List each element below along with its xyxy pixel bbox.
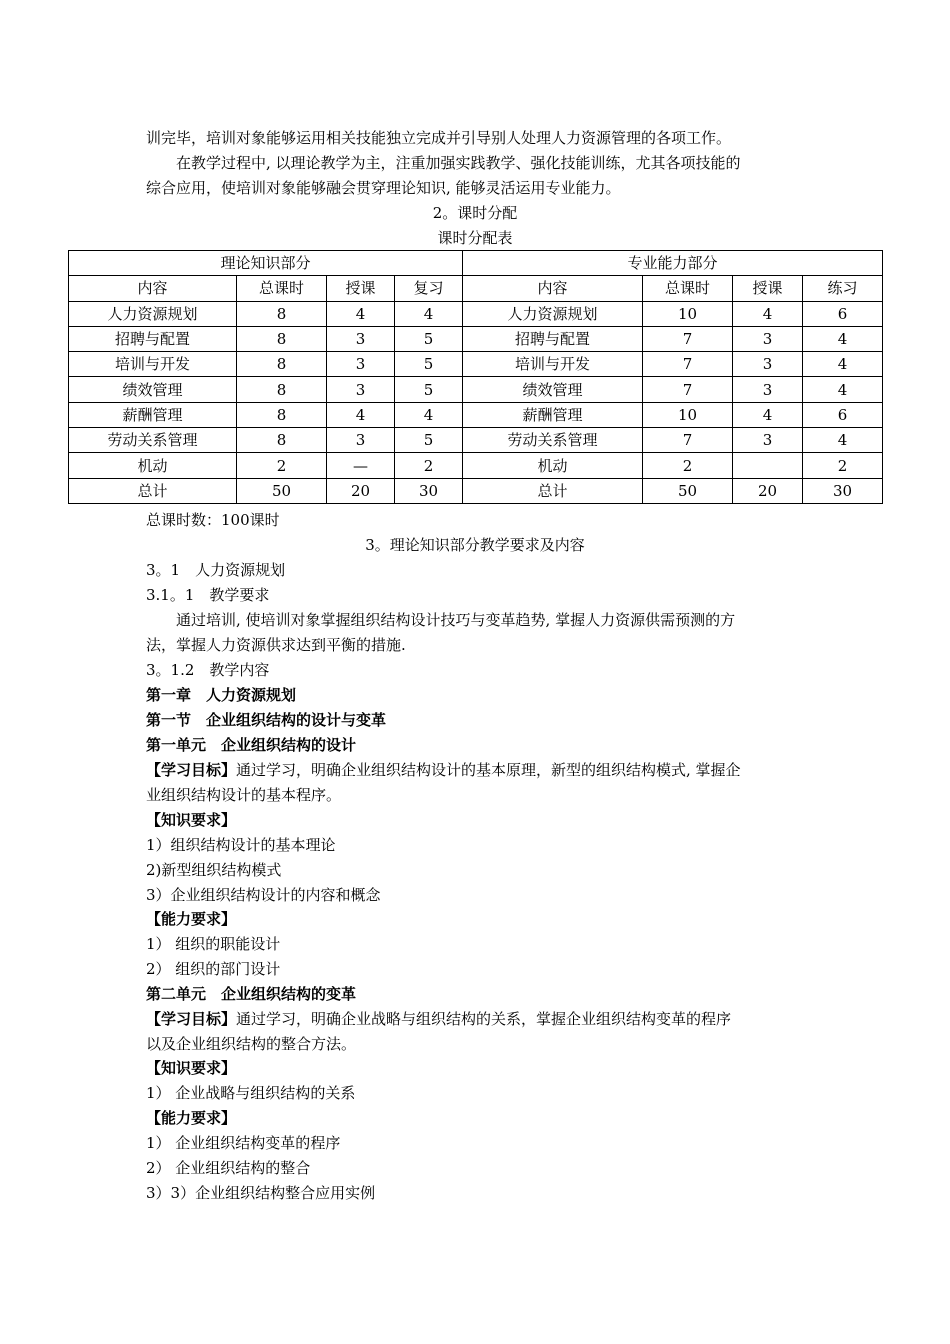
table-cell-value: 4 xyxy=(803,352,883,377)
section-title: 第一节 企业组织结构的设计与变革 xyxy=(146,711,387,729)
table-cell-value: 4 xyxy=(327,402,395,427)
unit-2-ability-item: 1） 企业组织结构变革的程序 xyxy=(146,1134,341,1152)
table-row xyxy=(69,428,883,453)
table-cell-value: 5 xyxy=(395,377,463,402)
unit-2-ability-item: 2） 企业组织结构的整合 xyxy=(146,1159,311,1177)
table-cell-value: 10 xyxy=(643,402,733,427)
unit-1-ability-label: 【能力要求】 xyxy=(146,910,237,928)
table-cell-value: 3 xyxy=(733,428,803,453)
column-header: 内容 xyxy=(69,276,237,301)
subsection-3-1-1: 3.1。1 教学要求 xyxy=(146,586,270,604)
table-cell-value: 50 xyxy=(643,478,733,503)
total-hours: 总课时数：100课时 xyxy=(146,511,280,529)
table-cell-value: 4 xyxy=(395,301,463,326)
table-cell-value: 3 xyxy=(327,352,395,377)
table-row xyxy=(69,402,883,427)
table-cell-value: 10 xyxy=(643,301,733,326)
table-cell-content: 人力资源规划 xyxy=(69,301,237,326)
unit-2-ability-item: 3）3）企业组织结构整合应用实例 xyxy=(146,1184,376,1202)
unit-1-goal-line-2: 业组织结构设计的基本程序。 xyxy=(146,786,342,804)
requirement-line-1: 通过培训, 使培训对象掌握组织结构设计技巧与变革趋势, 掌握人力资源供需预测的方 xyxy=(176,611,736,629)
unit-1-ability-item: 2） 组织的部门设计 xyxy=(146,960,281,978)
table-cell-value: 4 xyxy=(395,402,463,427)
table-row xyxy=(69,453,883,478)
subsection-3-1: 3。1 人力资源规划 xyxy=(146,561,286,579)
table-cell-value: 4 xyxy=(733,402,803,427)
column-header: 内容 xyxy=(463,276,643,301)
intro-line-3: 综合应用，使培训对象能够融会贯穿理论知识, 能够灵活运用专业能力。 xyxy=(146,179,621,197)
requirement-line-2: 法，掌握人力资源供求达到平衡的措施. xyxy=(146,636,406,654)
table-cell-value: 3 xyxy=(327,377,395,402)
table-cell-content: 机动 xyxy=(69,453,237,478)
table-cell-value: — xyxy=(327,453,395,478)
table-cell-value: 20 xyxy=(327,478,395,503)
table-cell-value: 2 xyxy=(237,453,327,478)
table-cell-value: 2 xyxy=(643,453,733,478)
table-cell-value: 6 xyxy=(803,402,883,427)
table-cell-content: 薪酬管理 xyxy=(69,402,237,427)
table-group-header-row xyxy=(69,251,883,276)
table-cell-value: 30 xyxy=(395,478,463,503)
unit-1-title: 第一单元 企业组织结构的设计 xyxy=(146,736,357,754)
table-cell-value: 3 xyxy=(327,326,395,351)
table-cell-value: 4 xyxy=(327,301,395,326)
table-cell-value: 4 xyxy=(803,326,883,351)
table-cell-content: 绩效管理 xyxy=(69,377,237,402)
intro-line-1: 训完毕，培训对象能够运用相关技能独立完成并引导别人处理人力资源管理的各项工作。 xyxy=(146,129,732,147)
unit-2-goal-line-2: 以及企业组织结构的整合方法。 xyxy=(146,1035,357,1053)
table-cell-value: 8 xyxy=(237,377,327,402)
subsection-3-1-2: 3。1.2 教学内容 xyxy=(146,661,270,679)
column-header: 授课 xyxy=(327,276,395,301)
group-header-theory: 理论知识部分 xyxy=(69,251,463,276)
unit-1-knowledge-item: 3）企业组织结构设计的内容和概念 xyxy=(146,886,381,904)
column-header: 复习 xyxy=(395,276,463,301)
chapter-title: 第一章 人力资源规划 xyxy=(146,686,297,704)
table-cell-value: 8 xyxy=(237,301,327,326)
column-header: 总课时 xyxy=(237,276,327,301)
table-cell-value: 8 xyxy=(237,402,327,427)
table-cell-value: 5 xyxy=(395,326,463,351)
column-header: 练习 xyxy=(803,276,883,301)
table-cell-value: 2 xyxy=(803,453,883,478)
unit-1-knowledge-item: 2)新型组织结构模式 xyxy=(146,861,282,879)
unit-1-goal-text: 通过学习，明确企业组织结构设计的基本原理，新型的组织结构模式, 掌握企 xyxy=(236,761,741,779)
table-cell-value: 5 xyxy=(395,428,463,453)
column-header: 总课时 xyxy=(643,276,733,301)
unit-1-knowledge-label: 【知识要求】 xyxy=(146,811,237,829)
unit-2-goal-text: 通过学习，明确企业战略与组织结构的关系，掌握企业组织结构变革的程序 xyxy=(236,1010,732,1028)
table-cell-value: 7 xyxy=(643,352,733,377)
table-cell-content: 培训与开发 xyxy=(463,352,643,377)
table-cell-value: 3 xyxy=(733,352,803,377)
table-cell-value: 6 xyxy=(803,301,883,326)
table-cell-content: 劳动关系管理 xyxy=(463,428,643,453)
table-cell-value: 50 xyxy=(237,478,327,503)
hours-allocation-table xyxy=(68,250,883,504)
table-cell-value: 5 xyxy=(395,352,463,377)
unit-2-goal-line-1 xyxy=(146,1009,731,1029)
table-cell-value xyxy=(733,453,803,478)
table-cell-value: 30 xyxy=(803,478,883,503)
unit-1-goal-line-1 xyxy=(146,760,741,780)
section-2-heading: 2。课时分配 xyxy=(432,204,518,222)
column-header: 授课 xyxy=(733,276,803,301)
table-cell-value: 8 xyxy=(237,428,327,453)
section-3-heading: 3。理论知识部分教学要求及内容 xyxy=(365,536,585,554)
table-cell-value: 4 xyxy=(803,428,883,453)
table-cell-value: 8 xyxy=(237,352,327,377)
table-cell-value: 7 xyxy=(643,326,733,351)
table-cell-value: 3 xyxy=(733,377,803,402)
table-cell-value: 20 xyxy=(733,478,803,503)
unit-2-knowledge-item: 1） 企业战略与组织结构的关系 xyxy=(146,1084,356,1102)
table-cell-content: 总计 xyxy=(69,478,237,503)
table-cell-content: 培训与开发 xyxy=(69,352,237,377)
table-row xyxy=(69,352,883,377)
table-cell-content: 招聘与配置 xyxy=(69,326,237,351)
table-cell-value: 3 xyxy=(733,326,803,351)
unit-1-ability-item: 1） 组织的职能设计 xyxy=(146,935,281,953)
table-cell-content: 人力资源规划 xyxy=(463,301,643,326)
table-cell-value: 7 xyxy=(643,377,733,402)
unit-2-knowledge-label: 【知识要求】 xyxy=(146,1059,237,1077)
unit-2-title: 第二单元 企业组织结构的变革 xyxy=(146,985,357,1003)
table-title: 课时分配表 xyxy=(437,229,513,247)
table-cell-value: 4 xyxy=(803,377,883,402)
unit-2-ability-label: 【能力要求】 xyxy=(146,1109,237,1127)
table-row xyxy=(69,301,883,326)
table-cell-value: 4 xyxy=(733,301,803,326)
table-cell-value: 8 xyxy=(237,326,327,351)
table-row xyxy=(69,377,883,402)
table-row xyxy=(69,326,883,351)
intro-line-2: 在教学过程中, 以理论教学为主，注重加强实践教学、强化技能训练，尤其各项技能的 xyxy=(176,154,741,172)
table-cell-content: 招聘与配置 xyxy=(463,326,643,351)
group-header-practice: 专业能力部分 xyxy=(463,251,883,276)
table-cell-content: 薪酬管理 xyxy=(463,402,643,427)
table-cell-value: 2 xyxy=(395,453,463,478)
table-cell-content: 总计 xyxy=(463,478,643,503)
table-column-header-row xyxy=(69,276,883,301)
table-cell-content: 劳动关系管理 xyxy=(69,428,237,453)
unit-1-goal-label: 【学习目标】 xyxy=(146,761,237,779)
table-cell-content: 机动 xyxy=(463,453,643,478)
unit-2-goal-label: 【学习目标】 xyxy=(146,1010,237,1028)
table-cell-value: 3 xyxy=(327,428,395,453)
unit-1-knowledge-item: 1）组织结构设计的基本理论 xyxy=(146,836,336,854)
table-row xyxy=(69,478,883,503)
table-cell-value: 7 xyxy=(643,428,733,453)
table-cell-content: 绩效管理 xyxy=(463,377,643,402)
